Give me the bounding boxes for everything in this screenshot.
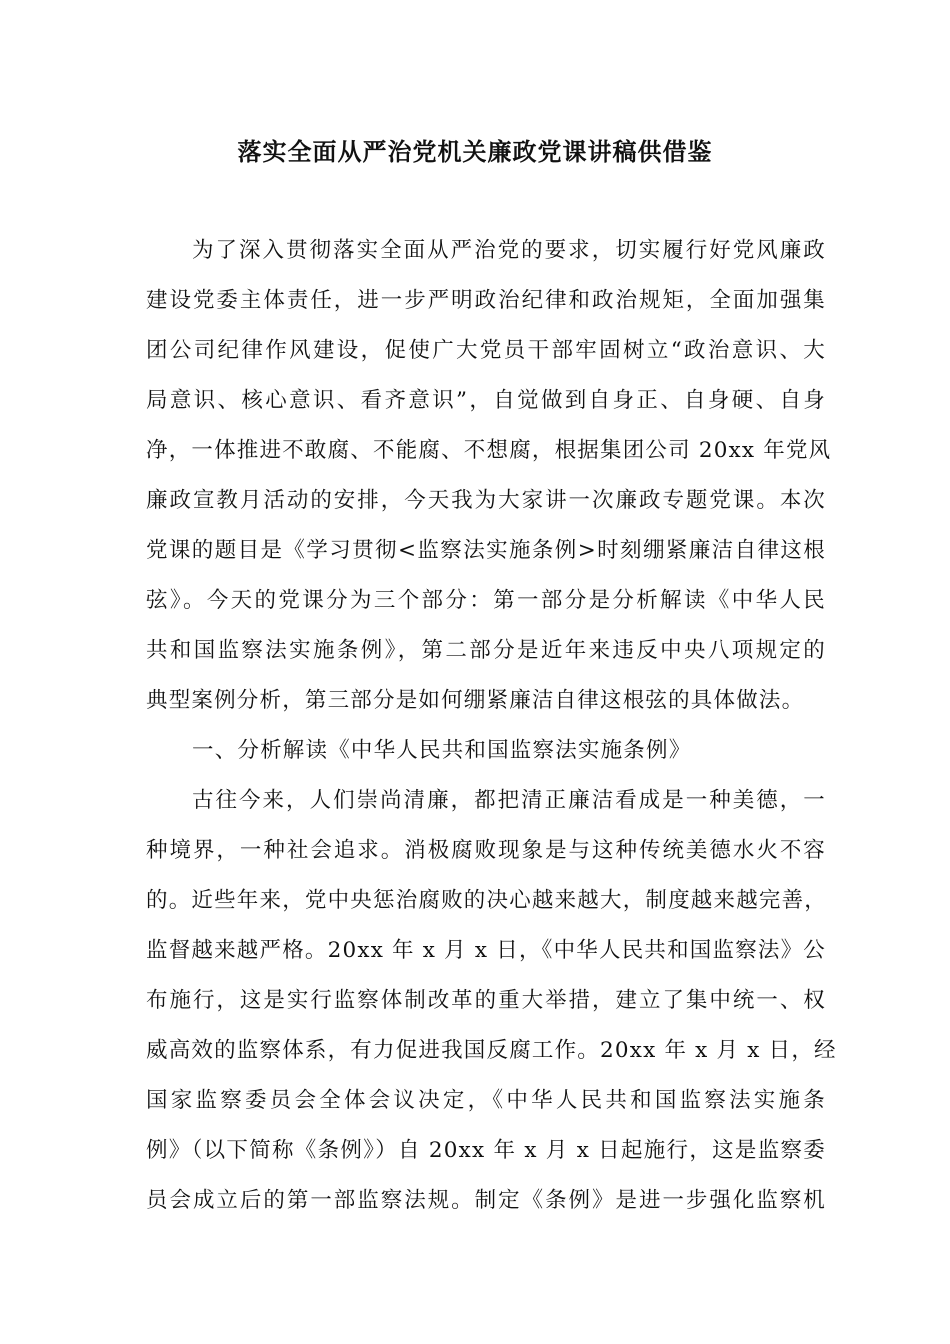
document-body: [146, 232, 837, 1232]
paragraph-line: 弦》。今天的党课分为三个部分：第一部分是分析解读《中华人民: [146, 588, 826, 613]
paragraph-line: 种境界，一种社会追求。消极腐败现象是与这种传统美德水火不容: [146, 838, 826, 863]
paragraph-line: 团公司纪律作风建设，促使广大党员干部牢固树立“政治意识、大: [146, 338, 826, 363]
paragraph-line: 古往今来，人们崇尚清廉，都把清正廉洁看成是一种美德，一: [192, 788, 826, 813]
paragraph-line: 为了深入贯彻落实全面从严治党的要求，切实履行好党风廉政: [192, 238, 826, 263]
paragraph-line: 建设党委主体责任，进一步严明政治纪律和政治规矩，全面加强集: [146, 288, 826, 313]
section-heading: 一、分析解读《中华人民共和国监察法实施条例》: [192, 738, 692, 763]
paragraph-line: 布施行，这是实行监察体制改革的重大举措，建立了集中统一、权: [146, 988, 826, 1013]
paragraph-line: 共和国监察法实施条例》，第二部分是近年来违反中央八项规定的: [146, 638, 826, 663]
paragraph-line: 监督越来越严格。20xx 年 x 月 x 日，《中华人民共和国监察法》公: [146, 938, 826, 963]
paragraph-line: 典型案例分析，第三部分是如何绷紧廉洁自律这根弦的具体做法。: [146, 688, 805, 713]
document-title: 落实全面从严治党机关廉政党课讲稿供借鉴: [237, 137, 713, 166]
paragraph-line: 国家监察委员会全体会议决定，《中华人民共和国监察法实施条: [146, 1088, 826, 1113]
paragraph-line: 党课的题目是《学习贯彻<监察法实施条例>时刻绷紧廉洁自律这根: [146, 538, 826, 563]
paragraph-line: 员会成立后的第一部监察法规。制定《条例》是进一步强化监察机: [146, 1188, 826, 1213]
paragraph-line: 净，一体推进不敢腐、不能腐、不想腐，根据集团公司 20xx 年党风: [146, 438, 832, 463]
paragraph-line: 局意识、核心意识、看齐意识”，自觉做到自身正、自身硬、自身: [146, 388, 826, 413]
paragraph-line: 例》（以下简称《条例》）自 20xx 年 x 月 x 日起施行，这是监察委: [146, 1138, 826, 1163]
paragraph-line: 的。近些年来，党中央惩治腐败的决心越来越大，制度越来越完善，: [146, 888, 828, 913]
paragraph-line: 廉政宣教月活动的安排，今天我为大家讲一次廉政专题党课。本次: [146, 488, 826, 513]
paragraph-line: 威高效的监察体系，有力促进我国反腐工作。20xx 年 x 月 x 日，经: [146, 1038, 837, 1063]
